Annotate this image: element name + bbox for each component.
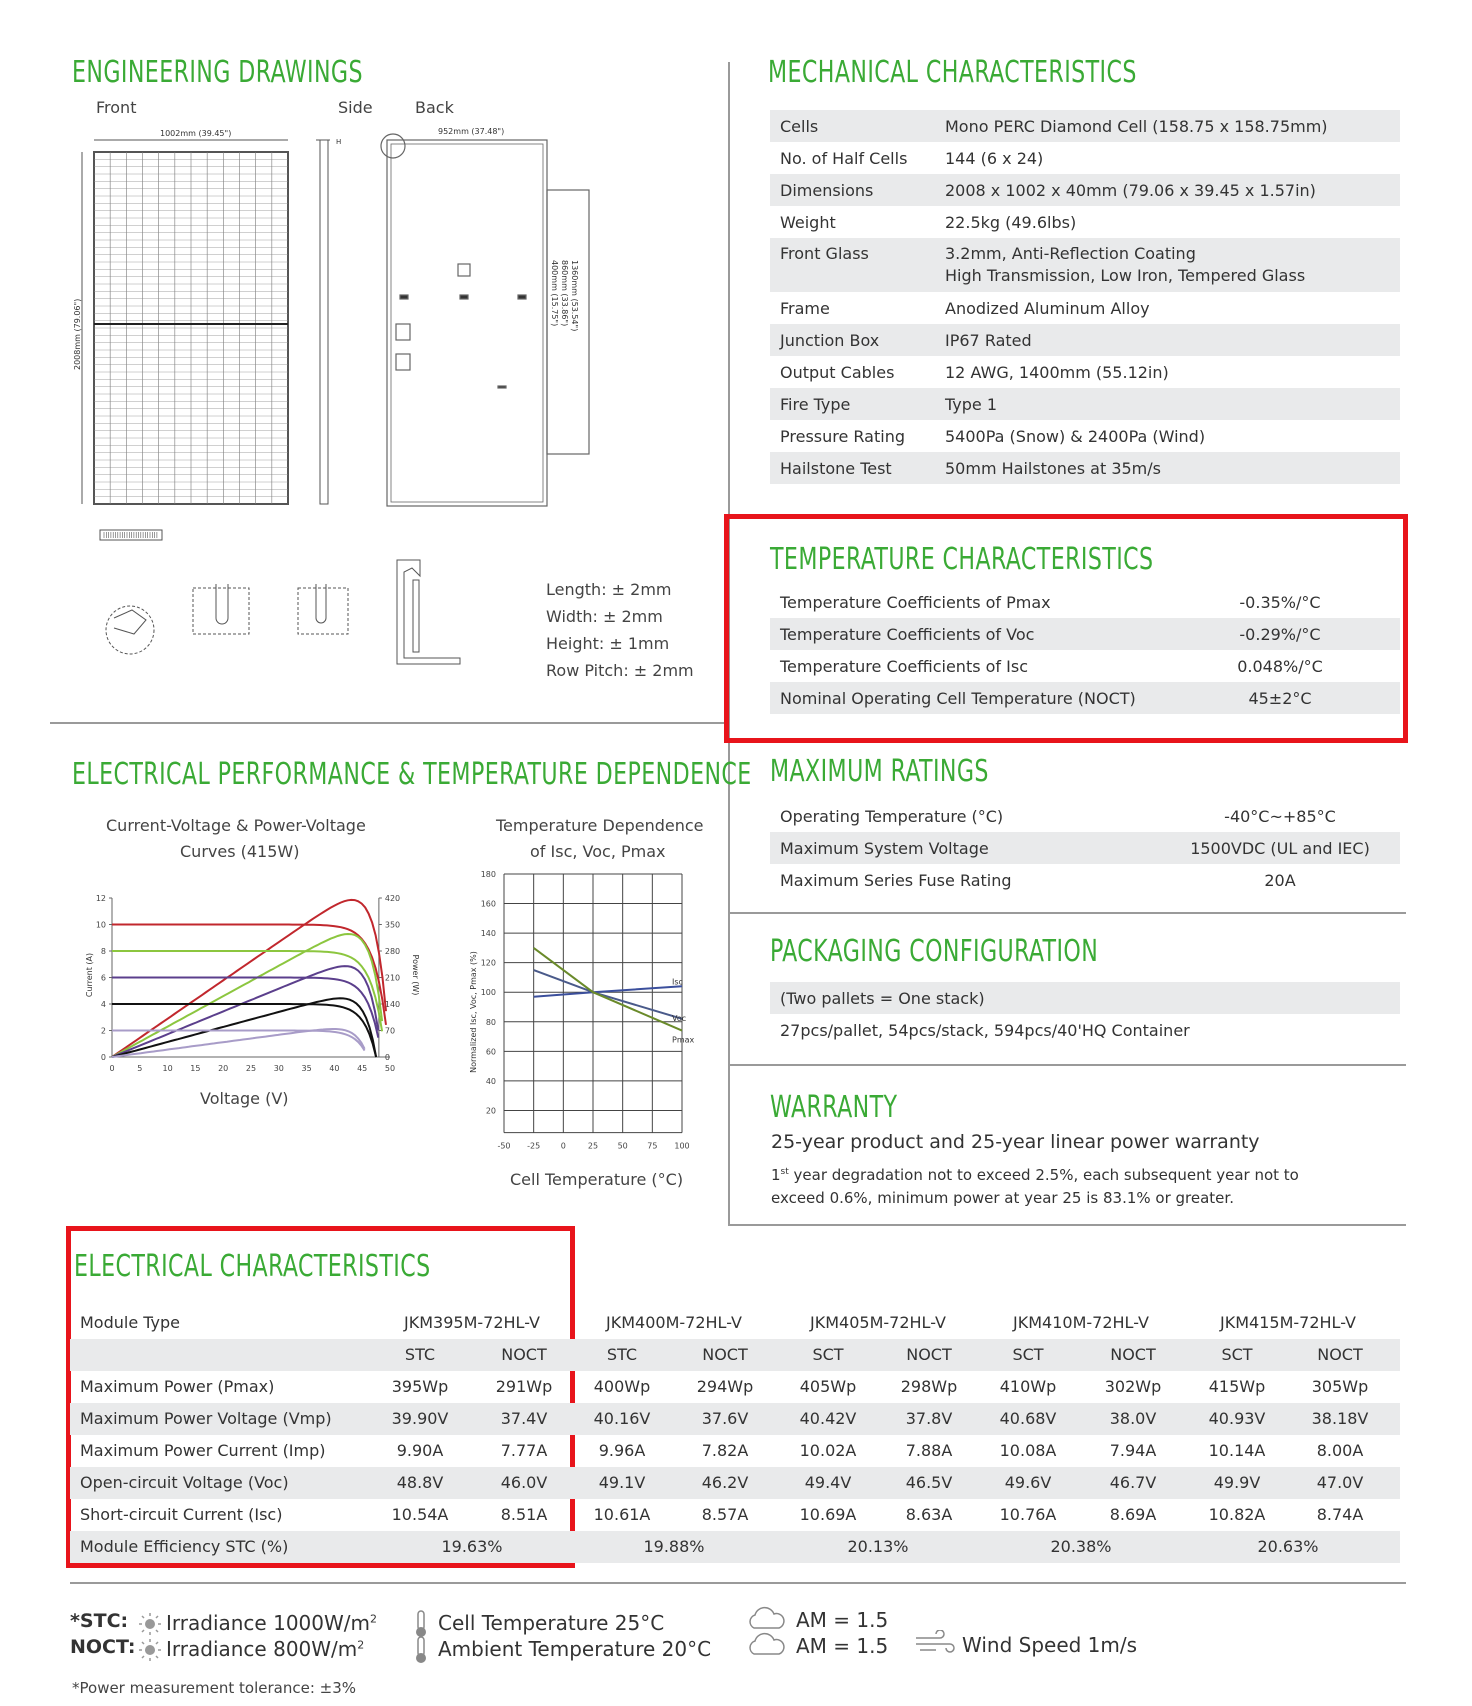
mechanical-row	[770, 452, 1400, 484]
iv-y2-tick: 0	[384, 1053, 390, 1062]
divider-bottom-main	[728, 1224, 1406, 1226]
temperature-row	[770, 682, 1400, 714]
condition-label: STC	[606, 1345, 638, 1364]
electrical-value: 39.90V	[391, 1409, 449, 1428]
ambient-temperature: Ambient Temperature 20°C	[438, 1637, 712, 1661]
tolerance-row-pitch: Row Pitch: ± 2mm	[546, 661, 694, 680]
warranty-line-2: exceed 0.6%, minimum power at year 25 is 83.1% or greater.	[771, 1189, 1234, 1207]
temp-y-tick: 40	[485, 1076, 496, 1086]
electrical-value: 10.02A	[799, 1441, 857, 1460]
electrical-value: 8.57A	[701, 1505, 749, 1524]
condition-label: STC	[404, 1345, 436, 1364]
noct-irradiance: Irradiance $800W/m^2$	[166, 1637, 365, 1661]
mechanical-key: Frame	[780, 298, 830, 318]
mechanical-value: 144 (6 x 24)	[945, 148, 1044, 168]
back-width-dim: 952mm (37.48")	[438, 127, 505, 136]
electrical-value: 9.96A	[598, 1441, 646, 1460]
temp-chart-title-1: Temperature Dependence	[496, 816, 704, 835]
mechanical-value: Anodized Aluminum Alloy	[945, 298, 1150, 318]
mechanical-value: IP67 Rated	[945, 330, 1032, 350]
temp-series-label: Isc	[672, 977, 683, 987]
air-mass-stc: AM = 1.5	[796, 1608, 889, 1632]
electrical-value: 37.8V	[905, 1409, 953, 1428]
mechanical-key: Dimensions	[780, 180, 874, 200]
electrical-value: 46.0V	[500, 1473, 548, 1492]
electrical-value: 298Wp	[900, 1377, 958, 1396]
max-rating-key: Operating Temperature (°C)	[780, 806, 1004, 826]
condition-label: NOCT	[501, 1345, 547, 1364]
iv-x-tick: 45	[357, 1064, 368, 1073]
back-dim-3: 400mm (15.75")	[550, 260, 559, 327]
divider-left-mid	[50, 722, 728, 724]
iv-x-tick: 20	[218, 1064, 229, 1073]
mechanical-title: MECHANICAL CHARACTERISTICS	[768, 55, 1137, 90]
iv-y-tick: 2	[100, 1026, 106, 1036]
electrical-row	[70, 1371, 1400, 1403]
electrical-row-label: Maximum Power (Pmax)	[80, 1377, 275, 1396]
mechanical-key: Output Cables	[780, 362, 895, 382]
cell-temperature: Cell Temperature 25°C	[438, 1611, 665, 1635]
electrical-efficiency-row	[70, 1531, 1400, 1563]
back-label: Back	[415, 98, 454, 117]
sun-icon	[138, 1638, 162, 1662]
condition-label: SCT	[1221, 1345, 1253, 1364]
tolerance-length: Length: ± 2mm	[546, 580, 672, 599]
front-width-dim: 1002mm (39.45")	[160, 129, 232, 138]
divider-right-1	[728, 912, 1406, 914]
temp-series-line	[534, 986, 682, 996]
electrical-value: 294Wp	[696, 1377, 754, 1396]
front-label: Front	[96, 98, 137, 117]
mechanical-key: Pressure Rating	[780, 426, 905, 446]
mechanical-row	[770, 174, 1400, 206]
condition-label: NOCT	[1317, 1345, 1363, 1364]
electrical-value: 9.90A	[396, 1441, 444, 1460]
electrical-value: 7.88A	[905, 1441, 953, 1460]
front-panel-drawing	[82, 140, 288, 504]
iv-xlabel: Voltage (V)	[200, 1089, 289, 1108]
iv-y-tick: 8	[100, 947, 106, 956]
electrical-row-label: Open-circuit Voltage (Voc)	[80, 1473, 289, 1492]
electrical-value: 10.54A	[391, 1505, 449, 1524]
temp-ylabel: Normalized Isc, Voc, Pmax (%)	[469, 951, 478, 1073]
condition-label: NOCT	[906, 1345, 952, 1364]
electrical-row	[70, 1499, 1400, 1531]
mechanical-value: Mono PERC Diamond Cell (158.75 x 158.75mm)	[945, 116, 1328, 136]
temp-xlabel: Cell Temperature (°C)	[510, 1170, 684, 1189]
iv-y-tick: 0	[100, 1053, 106, 1062]
electrical-value: 40.93V	[1208, 1409, 1266, 1428]
max-rating-value: 1500VDC (UL and IEC)	[1190, 838, 1370, 858]
temp-series-label: Pmax	[672, 1035, 695, 1045]
noct-label: NOCT:	[70, 1636, 136, 1658]
packaging-line-1: (Two pallets = One stack)	[780, 988, 985, 1008]
pv-curve-series	[112, 998, 376, 1057]
mechanical-key: No. of Half Cells	[780, 148, 908, 168]
temp-y-tick: 160	[480, 899, 496, 909]
mechanical-row	[770, 388, 1400, 420]
divider-footer	[70, 1582, 1406, 1584]
mechanical-value: Type 1	[945, 394, 998, 414]
iv-x-tick: 5	[137, 1064, 143, 1073]
tolerance-width: Width: ± 2mm	[546, 607, 663, 626]
mechanical-value: 22.5kg (49.6lbs)	[945, 212, 1077, 232]
temperature-title: TEMPERATURE CHARACTERISTICS	[770, 542, 1154, 577]
mechanical-row	[770, 238, 1400, 292]
electrical-value: 37.4V	[500, 1409, 548, 1428]
sun-icon	[138, 1612, 162, 1636]
wind-speed: Wind Speed 1m/s	[962, 1633, 1138, 1657]
max-rating-row	[770, 832, 1400, 864]
temp-series-label: Voc	[672, 1013, 687, 1023]
electrical-value: 410Wp	[999, 1377, 1057, 1396]
max-rating-row	[770, 800, 1400, 832]
tolerance-height: Height: ± 1mm	[546, 634, 670, 653]
electrical-value: 48.8V	[396, 1473, 444, 1492]
max-rating-key: Maximum Series Fuse Rating	[780, 870, 1012, 890]
stc-irradiance: Irradiance $1000W/m^2$	[166, 1611, 377, 1635]
temp-x-tick: 75	[647, 1141, 658, 1151]
electrical-value: 40.68V	[999, 1409, 1057, 1428]
electrical-value: 7.82A	[701, 1441, 749, 1460]
cloud-icon	[746, 1606, 786, 1632]
electrical-row	[70, 1435, 1400, 1467]
electrical-value: 47.0V	[1316, 1473, 1364, 1492]
mechanical-row	[770, 292, 1400, 324]
temp-y-tick: 180	[480, 870, 496, 879]
iv-x-tick: 0	[109, 1064, 115, 1073]
svg-text:H: H	[336, 138, 342, 146]
module-type-label: Module Type	[80, 1313, 181, 1332]
electrical-row-label: Maximum Power Voltage (Vmp)	[80, 1409, 332, 1428]
thermometer-icon	[414, 1610, 428, 1638]
iv-y2-tick: 210	[384, 973, 401, 983]
performance-title: ELECTRICAL PERFORMANCE & TEMPERATURE DEPENDENCE	[72, 757, 752, 792]
electrical-value: 291Wp	[495, 1377, 553, 1396]
efficiency-value: 19.63%	[441, 1537, 503, 1556]
temp-chart	[464, 862, 714, 1162]
stc-label: *STC:	[70, 1610, 129, 1632]
electrical-value: 8.00A	[1316, 1441, 1364, 1460]
electrical-value: 40.16V	[593, 1409, 651, 1428]
temperature-key: Nominal Operating Cell Temperature (NOCT)	[780, 688, 1136, 708]
thermometer-icon	[414, 1636, 428, 1664]
condition-label: NOCT	[702, 1345, 748, 1364]
temp-y-tick: 60	[485, 1047, 496, 1057]
model-name: JKM395M-72HL-V	[404, 1313, 540, 1332]
electrical-value: 38.0V	[1109, 1409, 1157, 1428]
mechanical-row	[770, 206, 1400, 238]
electrical-value: 40.42V	[799, 1409, 857, 1428]
electrical-value: 10.76A	[999, 1505, 1057, 1524]
iv-x-tick: 30	[273, 1064, 284, 1073]
electrical-value: 7.94A	[1109, 1441, 1157, 1460]
temp-y-tick: 120	[480, 958, 496, 968]
electrical-value: 49.4V	[804, 1473, 852, 1492]
efficiency-value: 20.63%	[1257, 1537, 1319, 1556]
temperature-value: -0.29%/°C	[1239, 624, 1321, 644]
iv-x-tick: 35	[301, 1064, 312, 1073]
electrical-value: 400Wp	[593, 1377, 651, 1396]
condition-label: NOCT	[1110, 1345, 1156, 1364]
max-rating-row	[770, 864, 1400, 896]
warranty-headline: 25-year product and 25-year linear power warranty	[771, 1131, 1260, 1153]
iv-y2-tick: 280	[384, 947, 401, 956]
mechanical-key: Weight	[780, 212, 836, 232]
pv-curve-series	[112, 1029, 365, 1057]
temperature-key: Temperature Coefficients of Voc	[780, 624, 1035, 644]
iv-y-tick: 10	[95, 920, 106, 930]
back-dim-2: 860mm (33.86")	[560, 260, 569, 327]
iv-y2label: Power (W)	[411, 954, 420, 996]
electrical-header-row	[70, 1307, 1400, 1339]
max-rating-key: Maximum System Voltage	[780, 838, 989, 858]
engineering-title: ENGINEERING DRAWINGS	[72, 55, 363, 90]
iv-x-tick: 50	[384, 1064, 396, 1073]
electrical-value: 46.5V	[905, 1473, 953, 1492]
max-rating-value: -40°C~+85°C	[1224, 806, 1336, 826]
electrical-value: 46.7V	[1109, 1473, 1157, 1492]
temp-y-tick: 80	[485, 1017, 496, 1027]
divider-right-2	[728, 1064, 1406, 1066]
temp-x-tick: 0	[560, 1141, 566, 1151]
model-name: JKM405M-72HL-V	[810, 1313, 946, 1332]
electrical-row-label: Short-circuit Current (Isc)	[80, 1505, 283, 1524]
temp-y-tick: 100	[480, 988, 496, 998]
mechanical-key: Junction Box	[780, 330, 880, 350]
iv-curve-series	[112, 925, 386, 1025]
temp-y-tick: 140	[480, 929, 496, 939]
temperature-row	[770, 586, 1400, 618]
electrical-value: 415Wp	[1208, 1377, 1266, 1396]
model-name: JKM410M-72HL-V	[1013, 1313, 1149, 1332]
electrical-value: 8.69A	[1109, 1505, 1157, 1524]
warranty-title: WARRANTY	[770, 1090, 898, 1125]
temperature-key: Temperature Coefficients of Isc	[780, 656, 1028, 676]
temp-series-line	[534, 948, 682, 1031]
iv-ylabel: Current (A)	[85, 952, 94, 998]
packaging-title: PACKAGING CONFIGURATION	[770, 934, 1099, 969]
air-mass-noct: AM = 1.5	[796, 1634, 889, 1658]
electrical-value: 8.51A	[500, 1505, 548, 1524]
mechanical-key: Hailstone Test	[780, 458, 892, 478]
electrical-value: 49.9V	[1213, 1473, 1261, 1492]
electrical-value: 8.74A	[1316, 1505, 1364, 1524]
max-rating-value: 20A	[1264, 870, 1296, 890]
iv-y2-tick: 350	[384, 920, 401, 930]
iv-x-tick: 40	[329, 1064, 340, 1073]
max-ratings-title: MAXIMUM RATINGS	[770, 754, 989, 789]
electrical-value: 46.2V	[701, 1473, 749, 1492]
temp-x-tick: -25	[527, 1141, 541, 1151]
iv-y2-tick: 140	[384, 1000, 401, 1009]
temperature-value: 45±2°C	[1248, 688, 1312, 708]
mechanical-key: Fire Type	[780, 394, 851, 414]
iv-x-tick: 10	[162, 1064, 173, 1073]
temperature-row	[770, 650, 1400, 682]
cloud-icon	[746, 1632, 786, 1658]
efficiency-value: 20.13%	[847, 1537, 909, 1556]
side-drawing	[316, 138, 341, 504]
electrical-value: 10.08A	[999, 1441, 1057, 1460]
mechanical-value-2: High Transmission, Low Iron, Tempered Glass	[945, 266, 1306, 285]
mechanical-row	[770, 110, 1400, 142]
electrical-value: 7.77A	[500, 1441, 548, 1460]
electrical-value: 302Wp	[1104, 1377, 1162, 1396]
iv-x-tick: 25	[245, 1064, 257, 1073]
temp-x-tick: 25	[587, 1141, 599, 1151]
temperature-key: Temperature Coefficients of Pmax	[780, 592, 1051, 612]
electrical-value: 10.69A	[799, 1505, 857, 1524]
temp-x-tick: -50	[497, 1141, 511, 1151]
iv-x-tick: 15	[190, 1064, 201, 1073]
temperature-value: 0.048%/°C	[1237, 656, 1323, 676]
iv-y2-tick: 70	[384, 1026, 396, 1036]
electrical-value: 38.18V	[1311, 1409, 1369, 1428]
model-name: JKM400M-72HL-V	[606, 1313, 742, 1332]
condition-label: SCT	[1012, 1345, 1044, 1364]
temperature-row	[770, 618, 1400, 650]
mechanical-value: 5400Pa (Snow) & 2400Pa (Wind)	[945, 426, 1206, 446]
condition-label: SCT	[812, 1345, 844, 1364]
iv-chart-title-2: Curves (415W)	[180, 842, 300, 861]
warranty-line-1: 1st year degradation not to exceed 2.5%, each subsequent year not to	[771, 1166, 1299, 1184]
electrical-row	[70, 1467, 1400, 1499]
mechanical-value: 2008 x 1002 x 40mm (79.06 x 39.45 x 1.57in)	[945, 180, 1316, 200]
electrical-value: 395Wp	[391, 1377, 449, 1396]
iv-y-tick: 6	[100, 973, 106, 983]
packaging-line-2: 27pcs/pallet, 54pcs/stack, 594pcs/40'HQ Container	[780, 1020, 1190, 1040]
mechanical-value: 12 AWG, 1400mm (55.12in)	[945, 362, 1169, 382]
temperature-value: -0.35%/°C	[1239, 592, 1321, 612]
mechanical-key: Front Glass	[780, 244, 869, 263]
detail-drawings	[100, 530, 460, 664]
electrical-value: 10.61A	[593, 1505, 651, 1524]
model-name: JKM415M-72HL-V	[1220, 1313, 1356, 1332]
electrical-value: 8.63A	[905, 1505, 953, 1524]
electrical-value: 37.6V	[701, 1409, 749, 1428]
iv-y2-tick: 420	[384, 894, 401, 903]
electrical-value: 405Wp	[799, 1377, 857, 1396]
mechanical-value: 50mm Hailstones at 35m/s	[945, 458, 1161, 478]
electrical-value: 305Wp	[1311, 1377, 1369, 1396]
wind-icon	[914, 1630, 956, 1656]
mechanical-row	[770, 324, 1400, 356]
efficiency-value: 19.88%	[643, 1537, 705, 1556]
temp-y-tick: 20	[485, 1106, 496, 1116]
packaging-row-1	[770, 982, 1400, 1014]
efficiency-value: 20.38%	[1050, 1537, 1112, 1556]
electrical-value: 10.14A	[1208, 1441, 1266, 1460]
electrical-value: 49.6V	[1004, 1473, 1052, 1492]
electrical-value: 10.82A	[1208, 1505, 1266, 1524]
back-dim-1: 1360mm (53.54")	[570, 260, 579, 332]
iv-chart	[80, 880, 430, 1090]
temp-x-tick: 50	[617, 1141, 628, 1151]
temp-x-tick: 100	[674, 1141, 690, 1151]
electrical-row	[70, 1403, 1400, 1435]
power-tolerance-note: *Power measurement tolerance: ±3%	[72, 1679, 357, 1697]
mechanical-value: 3.2mm, Anti-Reflection Coating	[945, 244, 1196, 263]
mechanical-row	[770, 356, 1400, 388]
iv-y-tick: 12	[95, 894, 106, 903]
packaging-row-2	[770, 1014, 1400, 1046]
efficiency-label: Module Efficiency STC (%)	[80, 1537, 289, 1556]
front-height-dim: 2008mm (79.06")	[73, 298, 82, 370]
side-label: Side	[338, 98, 373, 117]
mechanical-key: Cells	[780, 116, 819, 136]
electrical-value: 49.1V	[598, 1473, 646, 1492]
electrical-condition-row	[70, 1339, 1400, 1371]
iv-chart-title-1: Current-Voltage & Power-Voltage	[106, 816, 366, 835]
mechanical-row	[770, 420, 1400, 452]
electrical-row-label: Maximum Power Current (Imp)	[80, 1441, 326, 1460]
iv-y-tick: 4	[100, 1000, 106, 1009]
temp-chart-title-2: of Isc, Voc, Pmax	[530, 842, 666, 861]
electrical-title: ELECTRICAL CHARACTERISTICS	[74, 1249, 431, 1284]
mechanical-row	[770, 142, 1400, 174]
